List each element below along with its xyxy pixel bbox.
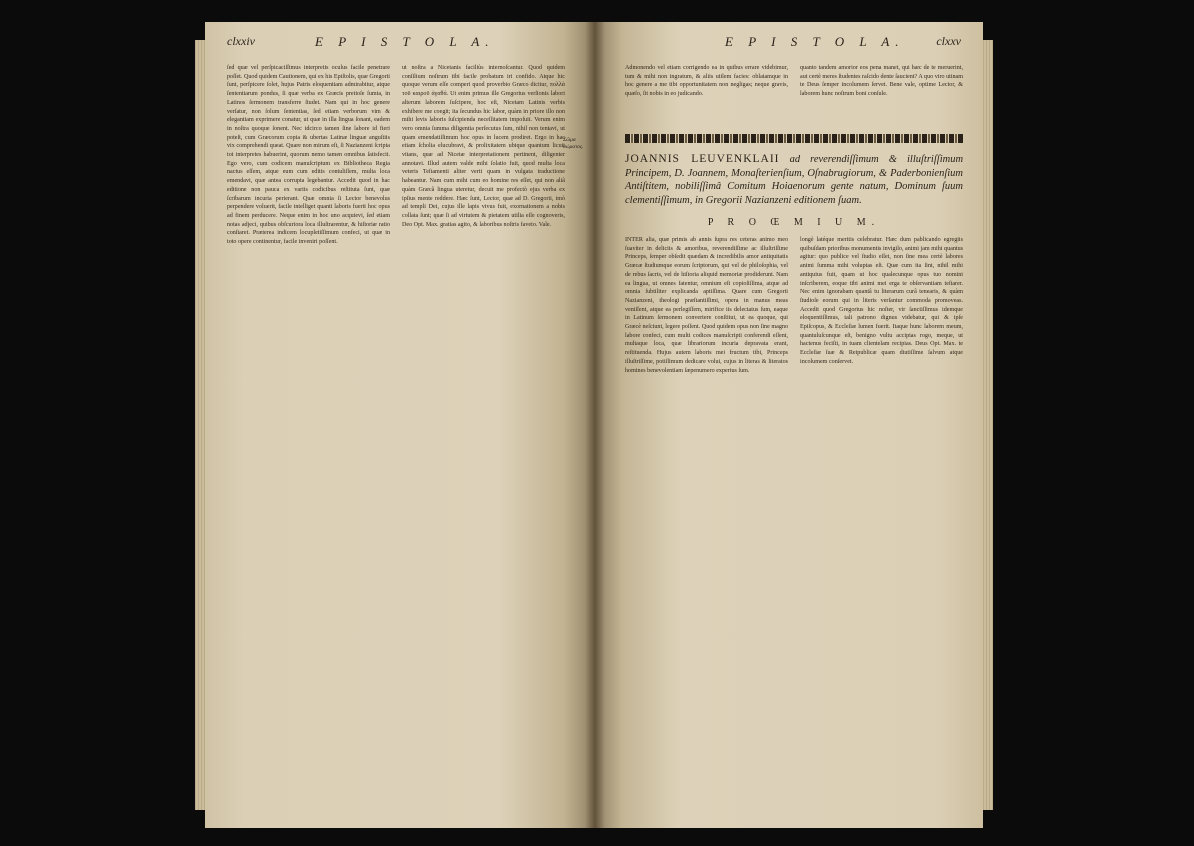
left-running-title: E P I S T O L A. (315, 34, 495, 49)
left-column-1: ſed quæ vel perſpicaciſſimus interpretis oculus facile penetrare poſſet. Quod quidem Cautionem, qui ex his Epiſtolis, quæ Gregorii ſunt, perſpicere ſolet, hujus Patris eloquentiam admirabitur, atque ſententiarum pondus, ſi quæ verba ex Græcis pretioſe ſumta, in Latinos ſermonem transferre ſtudet. Nam qui in hoc genere verſatur, non ſolum ſententias, ſed etiam verborum vim & elegantiam exprimere conatur, ut quæ in illa lingua ſonant, eadem in noſtra quoque ſonent. Nec idcirco tamen ſine labore id fieri poteſt, cum Græcorum copia & ubertas Latinæ linguæ anguſtiis vix comprehendi queat. Quare non mirum eſt, ſi Nazianzeni ſcripta tot interpretes habuerint, quorum nemo tamen omnibus ſatisfecit. Ego vero, cum codicem manuſcriptum ex Bibliotheca Regia nactus eſſem, atque eum cum editis contuliſſem, multa loca emendavi, quæ antea corrupta legebantur. Accedit quod in hac editione non pauca ex variis codicibus reſtituta ſunt, quæ ſcribarum incuria perierant. Quæ omnia ſi Lector benevolus perpendere voluerit, facile intelliget quanti laboris fuerit hoc opus ad finem perducere. Neque enim in hoc uno acquievi, ſed etiam notas adjeci, quibus obſcuriora loca illuſtrarentur, & hiſtoriæ ratio conſtaret. Præterea indicem locupletiſſimum confeci, ut quæ in toto opere continentur, facile inveniri poſſent. (227, 65, 390, 246)
left-text-columns (227, 64, 565, 809)
dedication-author: JOANNIS LEUVENKLAII (625, 153, 780, 165)
right-page-number: clxxv (936, 34, 961, 48)
right-page (595, 22, 983, 828)
right-running-title: E P I S T O L A. (725, 34, 905, 49)
epistle-ending-column-2: quanto tandem amorior eos pena manet, qui hæc de te meruerint, aut certè meres ſtudentes raſcido dente ſaucient? A quo viro utinam te Deus ſemper incolumem ſervet. Bene vale, optime Lector, & laborem hunc noſtrum boni conſule. (800, 65, 963, 98)
right-column-2: longè latéque meritis celebratur. Hæc dum pablicando egregiis quibuſdam prioribus monumentis invigilo, animi jam mihi quantus agitur: quo publice vel ſtudio eſſet, non ſine mea certè labores animi ſumma mihi voluptas eſt. Quæ cum ita ſint, nihil mihi antiquius fuit, quam ut hoc qualecunque opus tuo nomini inſcriberem, eoque tibi animi mei erga te obſervantiam teſtarer. Nec enim ignorabam quantâ tu literarum curâ tenearis, & quàm ſtudioſe eorum qui in literis verſantur commoda promoveas. Accedit quod Gregorius hic noſter, vir ſanctiſſimus idemque eloquentiſſimus, tali patrono dignus videbatur, qui & ipſe Epiſcopus, & Eccleſiæ lumen fuerit. Itaque hunc laborem meum, quantuluſcunque eſt, benigno vultu accipias rogo, meque, ut hactenus feciſti, in tuam clientelam recipias. Deus Opt. Max. te Eccleſiæ ſuæ & Reipublicæ quam diutiſſime ſalvum atque incolumem conſervet. (800, 237, 963, 365)
epistle-ending (625, 64, 963, 130)
right-text-columns (625, 236, 963, 828)
decorative-band (625, 134, 963, 143)
right-column-1: INTER alia, quæ primis ab annis ſupra res ceteras animo meo ſuaviter in deliciis & amoribus, reverendiſſime ac illuſtriſſime Princeps, ſemper obſedit quædam & incredibilis amor antiquitatis Græcæ ſtudiumque eorum ſcriptorum, qui vel de philoſophia, vel de rebus ſacris, vel de hiſtoria aliquid memoriæ prodiderunt. Nam ea lingua, ut omnes fatentur, omnium eſt copioſiſſima, atque ad omnia ſubtiliter explicanda aptiſſima. Quare cum Gregorii Nazianzeni, theologi præſtantiſſimi, opera in manus meas veniſſent, atque ea perlegiſſem, mirifice iis delectatus ſum, eaque in Latinum ſermonem convertere conſtitui, ut ea quoque, qui Græcè neſciunt, legere poſſent. Quod quidem opus non ſine magno labore confeci, cum multi codices manuſcripti conferendi eſſent, multaque loca, quæ librariorum incuria depravata erant, reſtituenda. Hujus autem laboris mei fructum tibi, Princeps illuſtriſſime, potiſſimum dedicare volui, cujus in literas & literatos homines benevolentiam ſæpenumero expertus ſum. (625, 237, 788, 374)
prooemium-title: P R O Œ M I U M. (707, 217, 881, 228)
left-page (205, 22, 595, 828)
dedication-text: ad reverendiſſimum & illuſtriſſimum Principem, D. Joannem, Monaſterienſium, Oſnabrugiorum, & Paderbonienſium Antiſtitem, nobiliſſimâ Comitum Hoiaenorum gente natum, Dominum ſuum clementiſſimum, in Gregorii Nazianzeni editionem ſuam. (625, 154, 964, 206)
dedication-heading (625, 153, 963, 207)
margin-note: Σῶμα σώματος. (563, 137, 584, 150)
left-column-2: ut noſtra a Nicetanis faciliùs internoſcantur. Quod quidem conſilium noſtrum tibi facile probatum iri confido. Atque hic quoque verum eſſe comperi quod proverbio Græco dicitur, πολλὰ τοῦ καιροῦ ἀγαθά. Ut enim primus ille Gregorius verſionis labori alterum laborem ſuſcipere, hoc eſt, Nicetam Latinis verbis exhibere me coegit; ita ſecundus hic labor, quàm in priore illo non mihi levis laboris ſuſcipienda neceſſitatem impoſuit. Verum enim vero omnia ſumma diligentia perſecutus ſum, nihil non tentavi, ut quam emendatiſſimum hoc opus in lucem prodiret. Ergo in hac etiam ſcholia elucubravi, & prolixitatem ubique quantum licuit vitans, quæ ad Nicetæ interpretationem pertinent, diligenter annotavi. Illud autem valde mihi ſolatio fuit, quod multa loca veteris Teſtamenti aliter verti quam in vulgata traductione habeantur. Nam cum mihi cum eo homine res eſſet, qui non aliâ quàm Græcâ lingua uteretur, decuit me profectò ejus verba ex ipſius mente reddere. Hæc ſunt, Lector, quæ ad D. Gregorii, imò ad templi Dei, cujus ille lapis vivus fuit, exornationem a nobis collata ſunt; quæ ſi ad virtutem & pietatem utilia eſſe cognoveris, Deo Opt. Max. gratias agito, & laboribus noſtris faveto. Vale. (402, 65, 565, 228)
left-page-number: clxxiv (227, 34, 255, 48)
book-gutter (585, 22, 605, 828)
epistle-ending-column-1: Admonendo vel etiam corrigendo ea in quibus errare videbimur, tum & mihi non ingratum, & aliis utilem facies: oblatamque in hoc genere a me tibi opportunitatem non negligas; neque gravis, quæſo, ſit nobis in eo judicando. (625, 65, 788, 98)
